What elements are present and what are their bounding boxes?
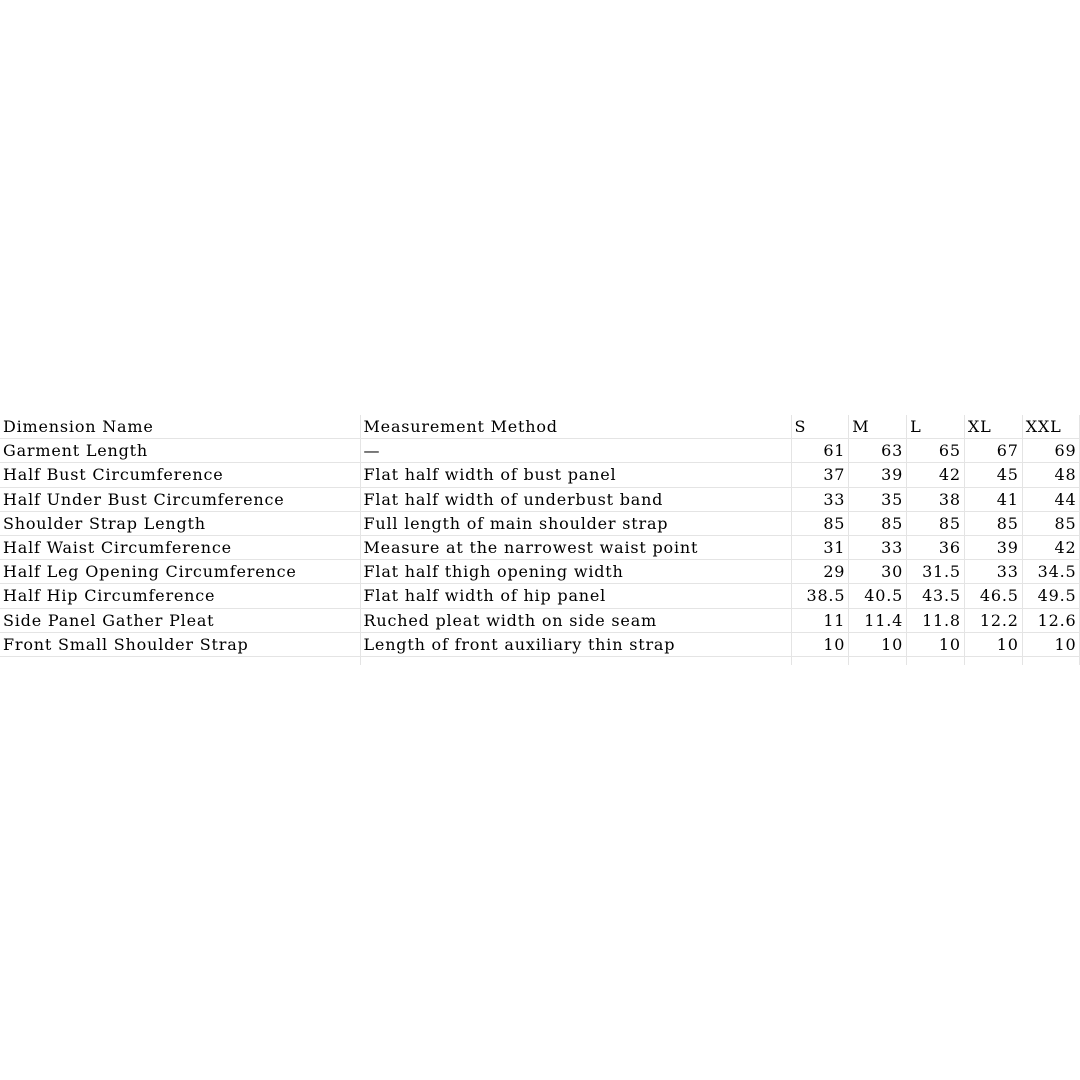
size-s-value-cell: 11 (791, 608, 849, 632)
size-xxl-value-cell: 48 (1022, 463, 1080, 487)
empty-cell (791, 656, 849, 665)
measurement-method-cell: Ruched pleat width on side seam (360, 608, 791, 632)
size-s-value-cell: 31 (791, 535, 849, 559)
size-xl-value-cell: 10 (964, 632, 1022, 656)
size-m-value-cell: 63 (849, 439, 907, 463)
table-row (0, 584, 1080, 608)
size-xxl-value-cell: 69 (1022, 439, 1080, 463)
measurement-method-cell: Length of front auxiliary thin strap (360, 632, 791, 656)
measurement-method-cell: Full length of main shoulder strap (360, 511, 791, 535)
dimension-name-cell: Side Panel Gather Pleat (0, 608, 360, 632)
dimension-name-cell: Half Bust Circumference (0, 463, 360, 487)
size-m-value-cell: 30 (849, 560, 907, 584)
trailing-gridline-row (0, 656, 1080, 665)
size-xl-value-cell: 41 (964, 487, 1022, 511)
empty-cell (964, 656, 1022, 665)
header-measurement-method: Measurement Method (360, 415, 791, 439)
header-row (0, 415, 1080, 439)
size-xl-value-cell: 67 (964, 439, 1022, 463)
header-size-xxl: XXL (1022, 415, 1080, 439)
size-m-value-cell: 33 (849, 535, 907, 559)
size-m-value-cell: 39 (849, 463, 907, 487)
empty-cell (849, 656, 907, 665)
measurement-method-cell: Flat half width of bust panel (360, 463, 791, 487)
size-l-value-cell: 65 (907, 439, 965, 463)
dimension-name-cell: Front Small Shoulder Strap (0, 632, 360, 656)
size-l-value-cell: 43.5 (907, 584, 965, 608)
size-m-value-cell: 11.4 (849, 608, 907, 632)
size-xl-value-cell: 33 (964, 560, 1022, 584)
size-s-value-cell: 85 (791, 511, 849, 535)
size-l-value-cell: 85 (907, 511, 965, 535)
size-xxl-value-cell: 34.5 (1022, 560, 1080, 584)
table-row (0, 608, 1080, 632)
header-size-xl: XL (964, 415, 1022, 439)
size-xl-value-cell: 85 (964, 511, 1022, 535)
empty-cell (907, 656, 965, 665)
table-row (0, 560, 1080, 584)
size-l-value-cell: 42 (907, 463, 965, 487)
table-row (0, 632, 1080, 656)
empty-cell (0, 656, 360, 665)
size-xl-value-cell: 45 (964, 463, 1022, 487)
size-xxl-value-cell: 49.5 (1022, 584, 1080, 608)
empty-cell (360, 656, 791, 665)
size-s-value-cell: 37 (791, 463, 849, 487)
header-dimension-name: Dimension Name (0, 415, 360, 439)
measurement-method-cell: Flat half width of hip panel (360, 584, 791, 608)
header-size-s: S (791, 415, 849, 439)
size-l-value-cell: 36 (907, 535, 965, 559)
header-size-m: M (849, 415, 907, 439)
dimension-name-cell: Garment Length (0, 439, 360, 463)
empty-cell (1022, 656, 1080, 665)
size-xl-value-cell: 46.5 (964, 584, 1022, 608)
size-l-value-cell: 38 (907, 487, 965, 511)
size-s-value-cell: 29 (791, 560, 849, 584)
dimension-name-cell: Half Waist Circumference (0, 535, 360, 559)
table-row (0, 487, 1080, 511)
header-size-l: L (907, 415, 965, 439)
size-m-value-cell: 85 (849, 511, 907, 535)
size-xxl-value-cell: 10 (1022, 632, 1080, 656)
size-l-value-cell: 31.5 (907, 560, 965, 584)
size-xxl-value-cell: 44 (1022, 487, 1080, 511)
dimension-name-cell: Half Hip Circumference (0, 584, 360, 608)
size-l-value-cell: 11.8 (907, 608, 965, 632)
measurement-method-cell: Flat half width of underbust band (360, 487, 791, 511)
table-row (0, 511, 1080, 535)
size-m-value-cell: 10 (849, 632, 907, 656)
table-row (0, 535, 1080, 559)
size-xxl-value-cell: 42 (1022, 535, 1080, 559)
measurement-method-cell: Flat half thigh opening width (360, 560, 791, 584)
dimension-name-cell: Shoulder Strap Length (0, 511, 360, 535)
size-xl-value-cell: 12.2 (964, 608, 1022, 632)
size-chart-table (0, 415, 1080, 665)
dimension-name-cell: Half Under Bust Circumference (0, 487, 360, 511)
table-body (0, 439, 1080, 665)
size-s-value-cell: 10 (791, 632, 849, 656)
size-xl-value-cell: 39 (964, 535, 1022, 559)
size-xxl-value-cell: 12.6 (1022, 608, 1080, 632)
size-l-value-cell: 10 (907, 632, 965, 656)
dimension-name-cell: Half Leg Opening Circumference (0, 560, 360, 584)
size-s-value-cell: 38.5 (791, 584, 849, 608)
table-row (0, 463, 1080, 487)
table-row (0, 439, 1080, 463)
measurement-method-cell: Measure at the narrowest waist point (360, 535, 791, 559)
size-s-value-cell: 33 (791, 487, 849, 511)
size-chart-sheet (0, 415, 1080, 665)
size-m-value-cell: 40.5 (849, 584, 907, 608)
size-xxl-value-cell: 85 (1022, 511, 1080, 535)
size-m-value-cell: 35 (849, 487, 907, 511)
measurement-method-cell: — (360, 439, 791, 463)
size-s-value-cell: 61 (791, 439, 849, 463)
